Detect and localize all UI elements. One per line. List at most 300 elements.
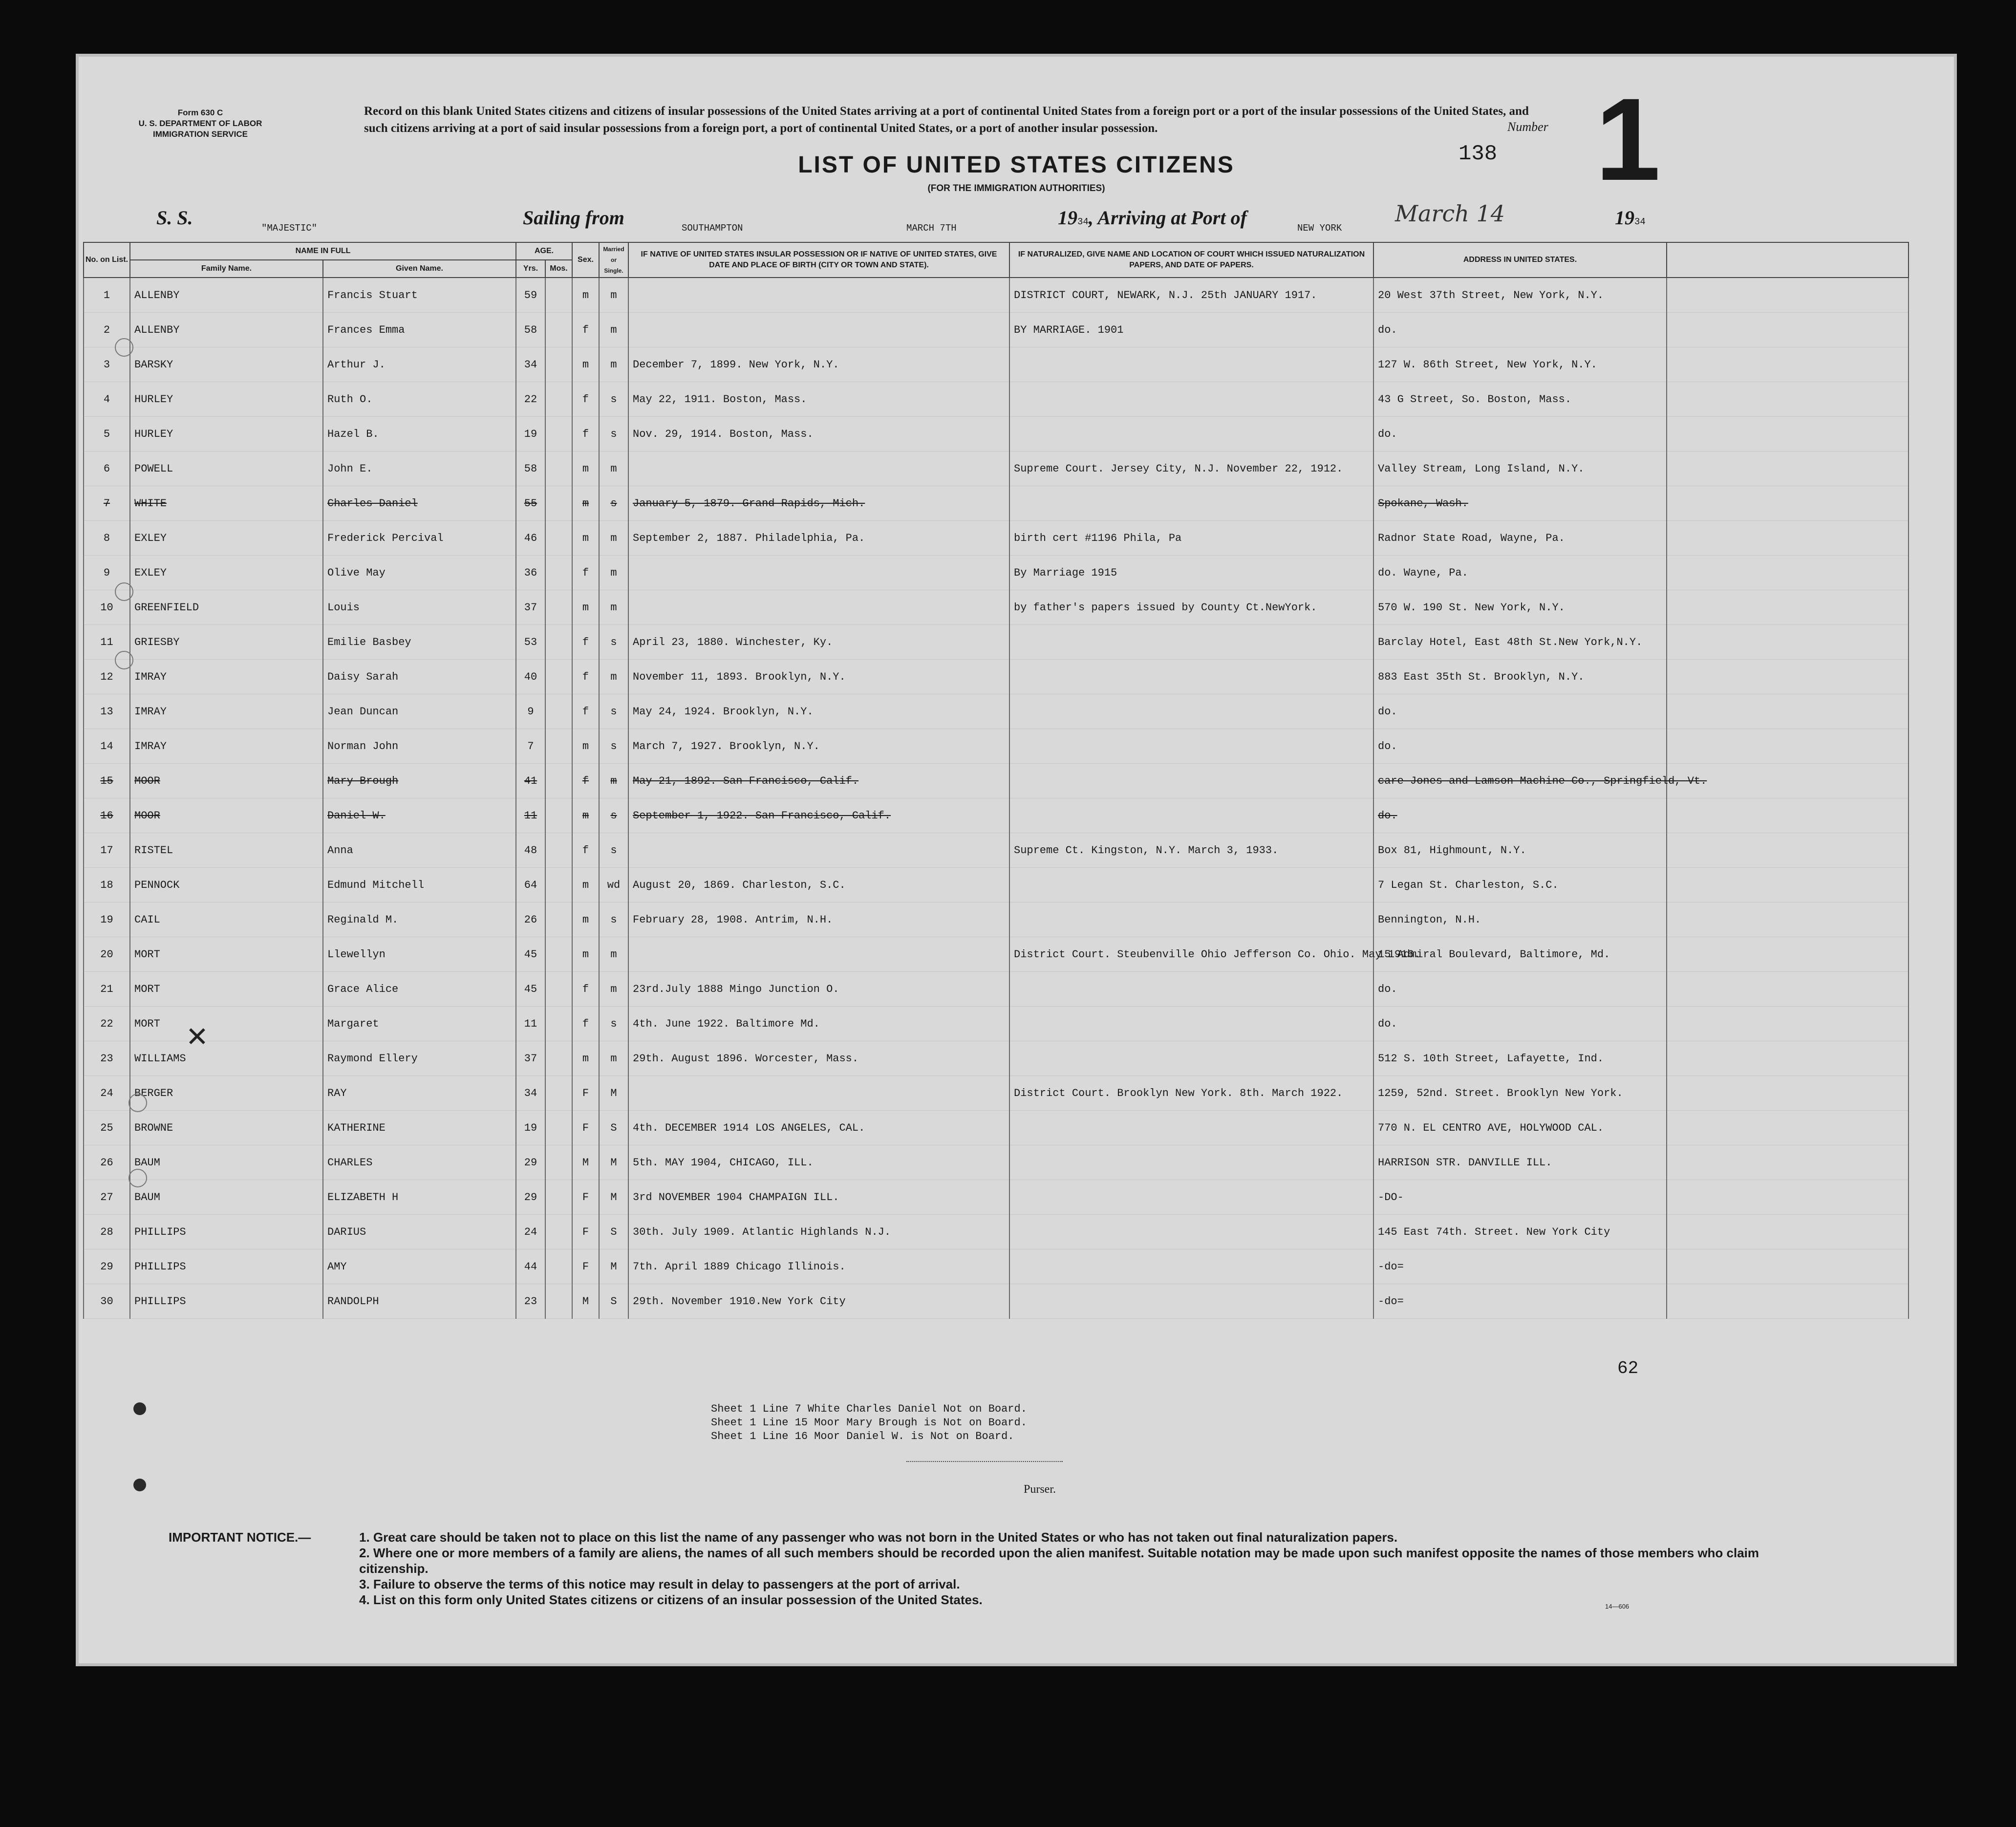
given-name: RAY bbox=[323, 1076, 516, 1111]
age-months bbox=[545, 417, 572, 451]
table-row bbox=[84, 1215, 1909, 1249]
family-name: MORT bbox=[130, 972, 323, 1007]
row-number: 8 bbox=[84, 521, 130, 556]
col-blank bbox=[1667, 242, 1909, 278]
ss-label: S. S. bbox=[156, 207, 193, 229]
given-name: Charles Daniel bbox=[323, 486, 516, 521]
purser-label: Purser. bbox=[1024, 1483, 1056, 1496]
age-years: 64 bbox=[516, 868, 545, 903]
family-name: GREENFIELD bbox=[130, 590, 323, 625]
naturalization-info bbox=[1009, 347, 1373, 382]
table-row bbox=[84, 1111, 1909, 1145]
blank-cell bbox=[1667, 1284, 1909, 1319]
naturalization-info bbox=[1009, 382, 1373, 417]
birth-info: 4th. DECEMBER 1914 LOS ANGELES, CAL. bbox=[628, 1111, 1009, 1145]
table-row bbox=[84, 278, 1909, 313]
table-row bbox=[84, 833, 1909, 868]
service-name: IMMIGRATION SERVICE bbox=[153, 129, 248, 139]
age-years: 55 bbox=[516, 486, 545, 521]
address: 512 S. 10th Street, Lafayette, Ind. bbox=[1373, 1041, 1667, 1076]
age-years: 53 bbox=[516, 625, 545, 660]
sex: F bbox=[572, 1249, 599, 1284]
table-row bbox=[84, 1076, 1909, 1111]
age-months bbox=[545, 903, 572, 937]
age-years: 45 bbox=[516, 937, 545, 972]
address: 570 W. 190 St. New York, N.Y. bbox=[1373, 590, 1667, 625]
marital-status: s bbox=[599, 417, 628, 451]
sex: f bbox=[572, 382, 599, 417]
sex: f bbox=[572, 833, 599, 868]
row-number: 27 bbox=[84, 1180, 130, 1215]
age-months bbox=[545, 313, 572, 347]
naturalization-info: BY MARRIAGE. 1901 bbox=[1009, 313, 1373, 347]
given-name: Daisy Sarah bbox=[323, 660, 516, 694]
page-subtitle: (FOR THE IMMIGRATION AUTHORITIES) bbox=[927, 183, 1105, 193]
address: Radnor State Road, Wayne, Pa. bbox=[1373, 521, 1667, 556]
age-years: 40 bbox=[516, 660, 545, 694]
marital-status: m bbox=[599, 521, 628, 556]
notice-item: 4. List on this form only United States citizens or citizens of an insular possession of the United States. bbox=[359, 1592, 983, 1607]
naturalization-info: District Court. Steubenville Ohio Jefferson Co. Ohio. May 1916. bbox=[1009, 937, 1373, 972]
address: do. bbox=[1373, 1007, 1667, 1041]
record-instructions: Record on this blank United States citizens and citizens of insular possessions of the United States arriving at a port of continental United States from a foreign port or a port of the insular possessions of the United States, and such citizens arriving at a port of said insular possessions from a foreign port, a port of continental United States, or a port of another insular possession. bbox=[364, 105, 1529, 135]
sex: m bbox=[572, 937, 599, 972]
birth-info: May 24, 1924. Brooklyn, N.Y. bbox=[628, 694, 1009, 729]
given-name: ELIZABETH H bbox=[323, 1180, 516, 1215]
given-name: CHARLES bbox=[323, 1145, 516, 1180]
age-years: 45 bbox=[516, 972, 545, 1007]
sex: F bbox=[572, 1215, 599, 1249]
sex: f bbox=[572, 556, 599, 590]
birth-info: 29th. August 1896. Worcester, Mass. bbox=[628, 1041, 1009, 1076]
given-name: Edmund Mitchell bbox=[323, 868, 516, 903]
row-number: 1 bbox=[84, 278, 130, 313]
naturalization-info bbox=[1009, 1284, 1373, 1319]
row-number: 3 bbox=[84, 347, 130, 382]
row-number: 22 bbox=[84, 1007, 130, 1041]
table-row bbox=[84, 1180, 1909, 1215]
birth-info: November 11, 1893. Brooklyn, N.Y. bbox=[628, 660, 1009, 694]
blank-cell bbox=[1667, 278, 1909, 313]
arrival-year-prefix: 19 bbox=[1615, 207, 1634, 229]
address: 1259, 52nd. Street. Brooklyn New York. bbox=[1373, 1076, 1667, 1111]
age-years: 59 bbox=[516, 278, 545, 313]
given-name: Mary Brough bbox=[323, 764, 516, 798]
marital-status: s bbox=[599, 625, 628, 660]
naturalization-info bbox=[1009, 486, 1373, 521]
age-years: 37 bbox=[516, 590, 545, 625]
age-months bbox=[545, 1007, 572, 1041]
marital-status: S bbox=[599, 1111, 628, 1145]
given-name: Louis bbox=[323, 590, 516, 625]
notice-title: IMPORTANT NOTICE.— bbox=[169, 1530, 311, 1545]
blank-cell bbox=[1667, 1111, 1909, 1145]
naturalization-info bbox=[1009, 1249, 1373, 1284]
arriving-label: , Arriving at Port of bbox=[1088, 207, 1247, 229]
sailing-label: Sailing from bbox=[523, 207, 624, 229]
col-name-in-full: NAME IN FULL bbox=[130, 242, 516, 260]
age-years: 44 bbox=[516, 1249, 545, 1284]
naturalization-info bbox=[1009, 903, 1373, 937]
table-row bbox=[84, 1145, 1909, 1180]
table-row bbox=[84, 486, 1909, 521]
passenger-table bbox=[83, 242, 1909, 1319]
age-years: 36 bbox=[516, 556, 545, 590]
blank-cell bbox=[1667, 660, 1909, 694]
row-number: 16 bbox=[84, 798, 130, 833]
naturalization-info bbox=[1009, 1111, 1373, 1145]
blank-cell bbox=[1667, 833, 1909, 868]
table-row bbox=[84, 868, 1909, 903]
family-name: PHILLIPS bbox=[130, 1284, 323, 1319]
address: HARRISON STR. DANVILLE ILL. bbox=[1373, 1145, 1667, 1180]
row-number: 26 bbox=[84, 1145, 130, 1180]
marital-status: M bbox=[599, 1145, 628, 1180]
blank-cell bbox=[1667, 347, 1909, 382]
age-months bbox=[545, 1076, 572, 1111]
blank-cell bbox=[1667, 451, 1909, 486]
address: Valley Stream, Long Island, N.Y. bbox=[1373, 451, 1667, 486]
marital-status: m bbox=[599, 590, 628, 625]
given-name: Anna bbox=[323, 833, 516, 868]
age-years: 19 bbox=[516, 417, 545, 451]
birth-info: 4th. June 1922. Baltimore Md. bbox=[628, 1007, 1009, 1041]
col-mos: Mos. bbox=[545, 260, 572, 278]
address: do. bbox=[1373, 417, 1667, 451]
age-months bbox=[545, 1145, 572, 1180]
age-months bbox=[545, 1180, 572, 1215]
form-header bbox=[122, 107, 279, 140]
punch-ring bbox=[129, 1094, 147, 1112]
note-line: Sheet 1 Line 16 Moor Daniel W. is Not on Board. bbox=[711, 1430, 1014, 1442]
given-name: Hazel B. bbox=[323, 417, 516, 451]
family-name: EXLEY bbox=[130, 556, 323, 590]
address: Spokane, Wash. bbox=[1373, 486, 1667, 521]
marital-status: m bbox=[599, 347, 628, 382]
sex: f bbox=[572, 972, 599, 1007]
age-years: 29 bbox=[516, 1145, 545, 1180]
age-years: 58 bbox=[516, 313, 545, 347]
table-row bbox=[84, 660, 1909, 694]
sex: m bbox=[572, 451, 599, 486]
col-given: Given Name. bbox=[323, 260, 516, 278]
row-number: 7 bbox=[84, 486, 130, 521]
sex: M bbox=[572, 1145, 599, 1180]
address: -do= bbox=[1373, 1249, 1667, 1284]
sheet-number: 1 bbox=[1595, 74, 1661, 205]
marital-status: M bbox=[599, 1180, 628, 1215]
row-number: 13 bbox=[84, 694, 130, 729]
birth-info: 7th. April 1889 Chicago Illinois. bbox=[628, 1249, 1009, 1284]
marital-status: m bbox=[599, 1041, 628, 1076]
table-body bbox=[84, 278, 1909, 1319]
address: Barclay Hotel, East 48th St.New York,N.Y. bbox=[1373, 625, 1667, 660]
blank-cell bbox=[1667, 521, 1909, 556]
table-row bbox=[84, 347, 1909, 382]
age-years: 22 bbox=[516, 382, 545, 417]
address: 770 N. EL CENTRO AVE, HOLYWOOD CAL. bbox=[1373, 1111, 1667, 1145]
row-number: 2 bbox=[84, 313, 130, 347]
blank-cell bbox=[1667, 1007, 1909, 1041]
sex: f bbox=[572, 625, 599, 660]
table-row bbox=[84, 1249, 1909, 1284]
marital-status: s bbox=[599, 903, 628, 937]
sex: f bbox=[572, 313, 599, 347]
address: do. bbox=[1373, 694, 1667, 729]
age-years: 34 bbox=[516, 347, 545, 382]
blank-cell bbox=[1667, 729, 1909, 764]
blank-cell bbox=[1667, 382, 1909, 417]
table-row bbox=[84, 590, 1909, 625]
birth-info: Nov. 29, 1914. Boston, Mass. bbox=[628, 417, 1009, 451]
table-row bbox=[84, 417, 1909, 451]
marital-status: m bbox=[599, 556, 628, 590]
given-name: Grace Alice bbox=[323, 972, 516, 1007]
row-number: 9 bbox=[84, 556, 130, 590]
page-number: 62 bbox=[1617, 1358, 1639, 1378]
sex: f bbox=[572, 660, 599, 694]
ship-name: "MAJESTIC" bbox=[261, 223, 318, 234]
row-number: 25 bbox=[84, 1111, 130, 1145]
age-months bbox=[545, 347, 572, 382]
age-months bbox=[545, 625, 572, 660]
family-name: MORT bbox=[130, 1007, 323, 1041]
sex: m bbox=[572, 798, 599, 833]
family-name: EXLEY bbox=[130, 521, 323, 556]
given-name: Daniel W. bbox=[323, 798, 516, 833]
sex: m bbox=[572, 486, 599, 521]
given-name: Francis Stuart bbox=[323, 278, 516, 313]
row-number: 28 bbox=[84, 1215, 130, 1249]
naturalization-info bbox=[1009, 1215, 1373, 1249]
blank-cell bbox=[1667, 590, 1909, 625]
arrival-year: 34 bbox=[1634, 216, 1646, 227]
blank-cell bbox=[1667, 625, 1909, 660]
age-months bbox=[545, 1041, 572, 1076]
row-number: 23 bbox=[84, 1041, 130, 1076]
blank-cell bbox=[1667, 694, 1909, 729]
blank-cell bbox=[1667, 972, 1909, 1007]
family-name: PHILLIPS bbox=[130, 1215, 323, 1249]
birth-info: January 5, 1879. Grand Rapids, Mich. bbox=[628, 486, 1009, 521]
birth-info: August 20, 1869. Charleston, S.C. bbox=[628, 868, 1009, 903]
given-name: John E. bbox=[323, 451, 516, 486]
naturalization-info: District Court. Brooklyn New York. 8th. March 1922. bbox=[1009, 1076, 1373, 1111]
given-name: Olive May bbox=[323, 556, 516, 590]
family-name: BERGER bbox=[130, 1076, 323, 1111]
table-row bbox=[84, 694, 1909, 729]
birth-info: 23rd.July 1888 Mingo Junction O. bbox=[628, 972, 1009, 1007]
birth-info: April 23, 1880. Winchester, Ky. bbox=[628, 625, 1009, 660]
age-months bbox=[545, 1284, 572, 1319]
age-months bbox=[545, 556, 572, 590]
given-name: Jean Duncan bbox=[323, 694, 516, 729]
table-row bbox=[84, 1041, 1909, 1076]
sex: m bbox=[572, 903, 599, 937]
table-row bbox=[84, 556, 1909, 590]
age-years: 11 bbox=[516, 1007, 545, 1041]
blank-cell bbox=[1667, 903, 1909, 937]
age-months bbox=[545, 278, 572, 313]
row-number: 30 bbox=[84, 1284, 130, 1319]
sex: f bbox=[572, 694, 599, 729]
marital-status: m bbox=[599, 660, 628, 694]
family-name: RISTEL bbox=[130, 833, 323, 868]
row-number: 14 bbox=[84, 729, 130, 764]
birth-info: 5th. MAY 1904, CHICAGO, ILL. bbox=[628, 1145, 1009, 1180]
family-name: HURLEY bbox=[130, 382, 323, 417]
marital-status: m bbox=[599, 451, 628, 486]
given-name: Reginald M. bbox=[323, 903, 516, 937]
row-number: 21 bbox=[84, 972, 130, 1007]
address: do. Wayne, Pa. bbox=[1373, 556, 1667, 590]
given-name: Emilie Basbey bbox=[323, 625, 516, 660]
marital-status: m bbox=[599, 764, 628, 798]
blank-cell bbox=[1667, 937, 1909, 972]
birth-info: 29th. November 1910.New York City bbox=[628, 1284, 1009, 1319]
marital-status: S bbox=[599, 1284, 628, 1319]
family-name: MOOR bbox=[130, 764, 323, 798]
birth-info: September 2, 1887. Philadelphia, Pa. bbox=[628, 521, 1009, 556]
naturalization-info bbox=[1009, 694, 1373, 729]
sex: m bbox=[572, 729, 599, 764]
birth-info bbox=[628, 833, 1009, 868]
given-name: Frederick Percival bbox=[323, 521, 516, 556]
age-months bbox=[545, 694, 572, 729]
birth-info: September 1, 1922. San Francisco, Calif. bbox=[628, 798, 1009, 833]
marital-status: M bbox=[599, 1249, 628, 1284]
family-name: IMRAY bbox=[130, 660, 323, 694]
naturalization-info bbox=[1009, 1145, 1373, 1180]
blank-cell bbox=[1667, 1249, 1909, 1284]
naturalization-info bbox=[1009, 417, 1373, 451]
age-years: 48 bbox=[516, 833, 545, 868]
birth-info bbox=[628, 590, 1009, 625]
table-row bbox=[84, 764, 1909, 798]
age-years: 29 bbox=[516, 1180, 545, 1215]
sex: m bbox=[572, 521, 599, 556]
address: 15 Admiral Boulevard, Baltimore, Md. bbox=[1373, 937, 1667, 972]
row-number: 6 bbox=[84, 451, 130, 486]
sailing-year: 34 bbox=[1077, 216, 1089, 227]
year-prefix: 19 bbox=[1058, 207, 1077, 229]
age-years: 37 bbox=[516, 1041, 545, 1076]
family-name: ALLENBY bbox=[130, 313, 323, 347]
family-name: PENNOCK bbox=[130, 868, 323, 903]
family-name: CAIL bbox=[130, 903, 323, 937]
marital-status: m bbox=[599, 972, 628, 1007]
table-row bbox=[84, 625, 1909, 660]
marital-status: m bbox=[599, 278, 628, 313]
given-name: Arthur J. bbox=[323, 347, 516, 382]
given-name: KATHERINE bbox=[323, 1111, 516, 1145]
blank-cell bbox=[1667, 1215, 1909, 1249]
age-years: 58 bbox=[516, 451, 545, 486]
family-name: GRIESBY bbox=[130, 625, 323, 660]
naturalization-info: By Marriage 1915 bbox=[1009, 556, 1373, 590]
age-years: 46 bbox=[516, 521, 545, 556]
birth-info: May 22, 1911. Boston, Mass. bbox=[628, 382, 1009, 417]
age-years: 7 bbox=[516, 729, 545, 764]
row-number: 15 bbox=[84, 764, 130, 798]
row-number: 4 bbox=[84, 382, 130, 417]
marital-status: M bbox=[599, 1076, 628, 1111]
given-name: Raymond Ellery bbox=[323, 1041, 516, 1076]
birth-info bbox=[628, 313, 1009, 347]
col-family: Family Name. bbox=[130, 260, 323, 278]
naturalization-info bbox=[1009, 972, 1373, 1007]
birth-info: February 28, 1908. Antrim, N.H. bbox=[628, 903, 1009, 937]
notice-item: 2. Where one or more members of a family are aliens, the names of all such members should be recorded upon the alien manifest. Suitable notation may be made upon such manifest opposite the names of those members who claim citizenship. bbox=[359, 1546, 1759, 1576]
address: 7 Legan St. Charleston, S.C. bbox=[1373, 868, 1667, 903]
col-married: Married or Single. bbox=[599, 242, 628, 278]
blank-cell bbox=[1667, 486, 1909, 521]
blank-cell bbox=[1667, 1180, 1909, 1215]
birth-info bbox=[628, 451, 1009, 486]
punch-hole bbox=[133, 1402, 146, 1415]
naturalization-info: Supreme Ct. Kingston, N.Y. March 3, 1933. bbox=[1009, 833, 1373, 868]
naturalization-info: by father's papers issued by County Ct.NewYork. bbox=[1009, 590, 1373, 625]
row-number: 10 bbox=[84, 590, 130, 625]
table-row bbox=[84, 1007, 1909, 1041]
purser-line bbox=[906, 1461, 1063, 1462]
family-name: WHITE bbox=[130, 486, 323, 521]
given-name: Frances Emma bbox=[323, 313, 516, 347]
port-from: SOUTHAMPTON bbox=[682, 223, 743, 234]
birth-info bbox=[628, 278, 1009, 313]
punch-ring bbox=[129, 1169, 147, 1187]
family-name: WILLIAMS bbox=[130, 1041, 323, 1076]
address: do. bbox=[1373, 313, 1667, 347]
col-age: AGE. bbox=[516, 242, 572, 260]
age-months bbox=[545, 382, 572, 417]
blank-cell bbox=[1667, 313, 1909, 347]
marital-status: s bbox=[599, 729, 628, 764]
family-name: BAUM bbox=[130, 1180, 323, 1215]
row-number: 29 bbox=[84, 1249, 130, 1284]
sex: f bbox=[572, 764, 599, 798]
address: Box 81, Highmount, N.Y. bbox=[1373, 833, 1667, 868]
blank-cell bbox=[1667, 1041, 1909, 1076]
naturalization-info bbox=[1009, 1007, 1373, 1041]
family-name: IMRAY bbox=[130, 694, 323, 729]
age-months bbox=[545, 521, 572, 556]
marital-status: m bbox=[599, 937, 628, 972]
notice-item: 3. Failure to observe the terms of this notice may result in delay to passengers at the port of arrival. bbox=[359, 1577, 960, 1591]
sex: M bbox=[572, 1284, 599, 1319]
sex: m bbox=[572, 590, 599, 625]
family-name: MOOR bbox=[130, 798, 323, 833]
marital-status: s bbox=[599, 798, 628, 833]
sex: f bbox=[572, 1007, 599, 1041]
blank-cell bbox=[1667, 868, 1909, 903]
col-address: ADDRESS IN UNITED STATES. bbox=[1373, 242, 1667, 278]
address: 127 W. 86th Street, New York, N.Y. bbox=[1373, 347, 1667, 382]
row-number: 12 bbox=[84, 660, 130, 694]
age-months bbox=[545, 590, 572, 625]
marital-status: s bbox=[599, 833, 628, 868]
manifest-sheet bbox=[76, 54, 1957, 1666]
age-months bbox=[545, 1111, 572, 1145]
address: -DO- bbox=[1373, 1180, 1667, 1215]
x-mark: ✕ bbox=[186, 1021, 209, 1053]
number-value: 138 bbox=[1458, 142, 1498, 166]
sailing-date: MARCH 7TH bbox=[906, 223, 957, 234]
birth-info: December 7, 1899. New York, N.Y. bbox=[628, 347, 1009, 382]
marital-status: m bbox=[599, 313, 628, 347]
family-name: BAUM bbox=[130, 1145, 323, 1180]
marital-status: s bbox=[599, 382, 628, 417]
